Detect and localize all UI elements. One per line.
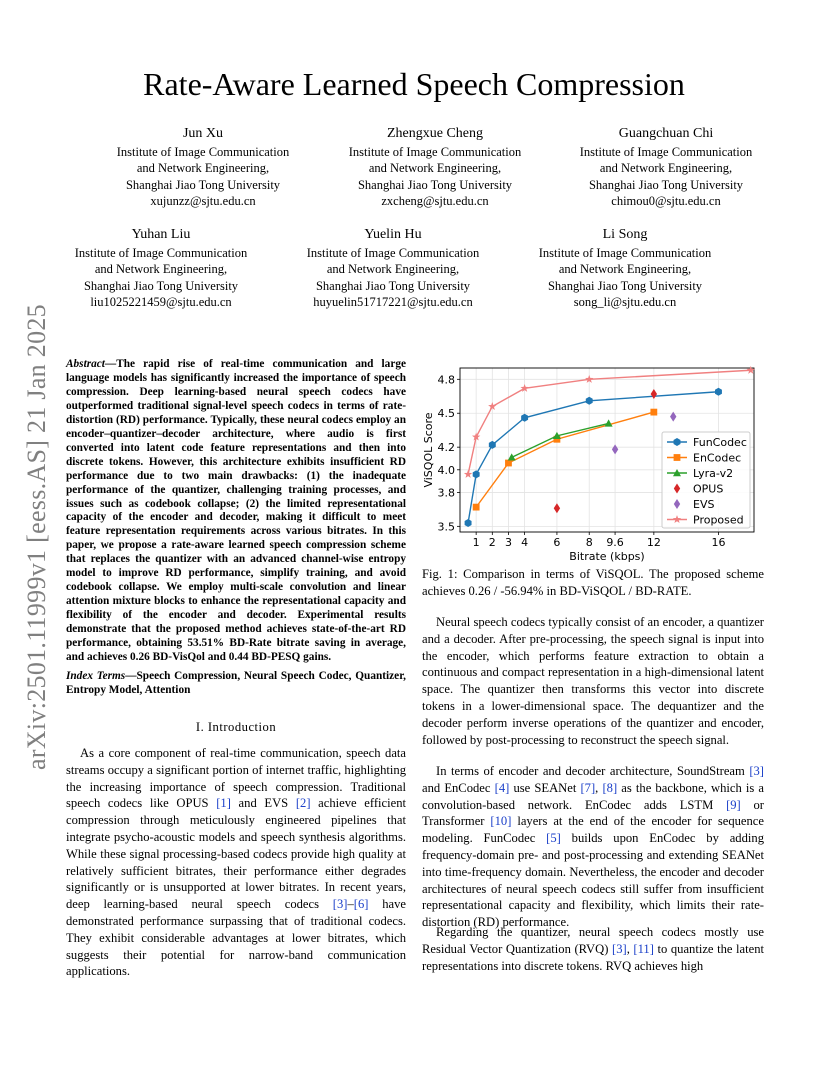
data-point xyxy=(465,519,472,527)
citation-link[interactable]: [4] xyxy=(494,780,510,795)
body-paragraph xyxy=(422,924,764,974)
text-run: In terms of encoder and decoder architecture, SoundStream xyxy=(436,764,750,778)
series-line xyxy=(476,412,654,507)
data-point xyxy=(473,504,480,511)
author-affiliation: and Network Engineering, xyxy=(136,161,270,175)
abstract-body: —The rapid rise of real-time communication and large language models has significantly increased the importance of speech compression. Deep learning-based neural speech codecs have outperformed traditional signal-level speech codecs in terms of rate-distortion (RD) performance. Typically, these neural codecs employ an encoder–quantizer–decoder architecture, where audio is first converted into latent code feature representations and then into discrete tokens. However, this architecture exhibits insufficient RD performance due to two main drawbacks: (1) the inadequate performance of the quantizer, challenging training processes, and issues such as codebook collapse; (2) the limited representational capacity of the encoder and decoder, making it difficult to meet feature representation requirements across various bitrates. In this paper, we propose a rate-aware learned speech compression scheme that replaces the quantizer with an advanced channel-wise entropy model to improve RD performance, simplify training, and avoid codebook collapse. We employ multi-scale convolution and linear attention mixture blocks to enhance the representational capacity and flexibility of the encoder and decoder. Experimental results demonstrate that the proposed method achieves state-of-the-art RD performance, obtaining 53.51% BD-Rate bitrate saving in average, and achieves 0.26 BD-VisQol and 0.44 BD-PESQ gains. xyxy=(66,358,406,664)
citation-link[interactable]: [10] xyxy=(490,814,512,829)
author-email: zxcheng@sjtu.edu.cn xyxy=(381,194,489,208)
author-email: huyuelin51717221@sjtu.edu.cn xyxy=(313,295,473,309)
data-point xyxy=(473,470,480,478)
author-affiliation: and Network Engineering, xyxy=(326,262,460,276)
author-affiliation: Institute of Image Communication xyxy=(348,144,522,159)
y-tick-label: 4.2 xyxy=(437,441,455,455)
y-tick-label: 4.8 xyxy=(437,373,455,387)
text-run: builds upon EnCodec by adding frequency-domain pre- and post-processing and extending SEANet into time-frequency domain. Nevertheless, the encoder and decoder architectures of neural speech codecs still suffer from insufficient representational capacity and flexibility, which limits their rate-distortion (RD) performance. xyxy=(422,831,764,930)
citation-link[interactable]: [6] xyxy=(353,897,369,912)
series-opus xyxy=(554,389,657,513)
author-affiliation: Shanghai Jiao Tong University xyxy=(125,177,281,192)
text-run: – xyxy=(347,897,354,912)
x-tick-label: 2 xyxy=(488,536,496,549)
text-run: and EVS xyxy=(230,796,296,811)
author-block xyxy=(273,227,513,311)
author-block xyxy=(505,227,745,311)
x-tick-label: 6 xyxy=(553,536,561,549)
legend-label: Lyra-v2 xyxy=(693,467,734,480)
author-block xyxy=(546,126,786,210)
x-tick-label: 1 xyxy=(472,536,480,549)
author-affiliation: Institute of Image Communication xyxy=(74,245,248,260)
author-affiliation: Shanghai Jiao Tong University xyxy=(588,177,744,192)
text-run: , xyxy=(626,941,634,956)
y-tick-label: 4.0 xyxy=(437,463,455,477)
series-encodec xyxy=(473,409,657,511)
citation-link[interactable]: [7] xyxy=(580,780,596,795)
author-name: Jun Xu xyxy=(182,126,224,141)
citation-link[interactable]: [3] xyxy=(332,897,348,912)
citation-link[interactable]: [8] xyxy=(602,780,618,795)
author-affiliation: and Network Engineering, xyxy=(558,262,692,276)
text-run: As a core component of real-time communication, speech data streams occupy a significant portion of internet traffic, highlighting the increasing importance of speech compression. Traditional speech codecs like OPUS xyxy=(66,746,406,811)
author-affiliation: Institute of Image Communication xyxy=(579,144,753,159)
x-tick-label: 8 xyxy=(585,536,593,549)
paper-title: Rate-Aware Learned Speech Compression xyxy=(143,66,685,102)
visqol-chart xyxy=(420,362,764,562)
author-email: xujunzz@sjtu.edu.cn xyxy=(150,194,256,208)
text-run: Regarding the quantizer, neural speech codecs mostly use Residual Vector Quantization (RVQ) xyxy=(422,925,764,956)
text-run: have demonstrated performance surpassing that of traditional codecs. They exhibit considerable advantages at lower bitrates, which suggests their potential for narrow-band communication applications. xyxy=(66,897,407,979)
y-tick-label: 3.8 xyxy=(437,486,455,500)
text-run: , xyxy=(595,780,603,795)
body-paragraph: Neural speech codecs typically consist of an encoder, a quantizer and a decoder. After pre-processing, the speech signal is input into the encoder, which performs feature extraction to obtain a continuous and compact representation in a high-dimensional latent space. The quantizer then transforms this vector into discrete tokens in a lower-dimensional space. The dequantizer and the decoder perform inverse operations of the quantizer and encoder, followed by post-processing to reconstruct the speech signal. xyxy=(422,615,764,747)
legend-label: FunCodec xyxy=(693,436,747,449)
author-affiliation: Institute of Image Communication xyxy=(306,245,480,260)
section-heading: I. Introduction xyxy=(195,720,277,734)
x-tick-label: 3 xyxy=(504,536,512,549)
author-name: Yuhan Liu xyxy=(131,227,191,242)
index-terms-body: —Speech Compression, Neural Speech Codec, Quantizer, Entropy Model, Attention xyxy=(66,670,406,696)
abstract-lead: Abstract xyxy=(66,358,105,370)
text-run: as the backbone, which is a convolution-based network. EnCodec adds LSTM xyxy=(422,780,765,812)
data-point xyxy=(554,503,560,513)
data-point xyxy=(605,419,613,426)
author-affiliation: Shanghai Jiao Tong University xyxy=(547,278,703,293)
author-affiliation: Shanghai Jiao Tong University xyxy=(83,278,239,293)
citation-link[interactable]: [5] xyxy=(546,831,561,846)
x-tick-label: 12 xyxy=(646,536,661,549)
author-name: Yuelin Hu xyxy=(364,227,422,242)
data-point xyxy=(651,389,657,399)
data-point xyxy=(508,453,516,460)
x-tick-label: 9.6 xyxy=(606,536,624,549)
legend-label: EVS xyxy=(693,498,715,511)
figure-caption: Fig. 1: Comparison in terms of ViSQOL. The proposed scheme achieves 0.26 / -56.94% in BD-ViSQOL / BD-RATE. xyxy=(422,567,764,598)
legend-label: OPUS xyxy=(693,482,724,496)
intro-paragraph xyxy=(66,745,406,980)
index-terms-lead: Index Terms xyxy=(66,670,126,682)
citation-link[interactable]: [1] xyxy=(216,796,231,811)
citation-link[interactable]: [2] xyxy=(295,796,311,811)
text-run: and EnCodec xyxy=(422,780,495,795)
text-run: or Transformer xyxy=(422,797,764,829)
text-run: layers at the end of the encoder for sequence modeling. FunCodec xyxy=(422,814,764,846)
y-tick-label: 3.5 xyxy=(437,520,455,534)
author-name: Guangchuan Chi xyxy=(618,126,714,141)
author-block xyxy=(41,227,281,311)
citation-link[interactable]: [3] xyxy=(612,941,627,956)
text-run: to quantize the latent representations into discrete tokens. RVQ achieves high xyxy=(422,941,765,973)
legend-label: Proposed xyxy=(693,513,744,527)
x-axis-label: Bitrate (kbps) xyxy=(569,550,645,562)
data-point xyxy=(586,397,593,405)
data-point xyxy=(505,460,512,467)
author-block xyxy=(83,126,323,210)
author-affiliation: Shanghai Jiao Tong University xyxy=(315,278,471,293)
author-email: song_li@sjtu.edu.cn xyxy=(573,295,677,309)
author-affiliation: and Network Engineering, xyxy=(599,161,733,175)
author-affiliation: Institute of Image Communication xyxy=(538,245,712,260)
author-email: chimou0@sjtu.edu.cn xyxy=(611,194,721,208)
data-point xyxy=(612,444,618,454)
y-tick-label: 4.5 xyxy=(437,407,455,421)
text-run: achieve efficient compression through meticulously engineered pipelines that integrate psycho-acoustic models and speech synthesis algorithms. While these signal processing-based codecs provide high quality at relatively sufficient bitrates, their performance either degrades significantly or is unsupported at lower bitrates. In recent years, deep learning-based neural speech codecs xyxy=(66,796,406,912)
citation-link[interactable]: [11] xyxy=(633,941,654,956)
abstract xyxy=(66,358,406,665)
author-name: Zhengxue Cheng xyxy=(386,126,484,141)
x-tick-label: 4 xyxy=(521,536,529,549)
data-point xyxy=(715,388,722,396)
body-paragraph xyxy=(422,763,764,931)
legend-label: EnCodec xyxy=(693,451,742,465)
author-name: Li Song xyxy=(602,227,648,242)
author-affiliation: and Network Engineering, xyxy=(94,262,228,276)
index-terms xyxy=(66,670,406,698)
author-affiliation: and Network Engineering, xyxy=(368,161,502,175)
author-affiliation: Shanghai Jiao Tong University xyxy=(357,177,513,192)
author-block xyxy=(315,126,555,210)
arxiv-stamp: arXiv:2501.11999v1 [eess.AS] 21 Jan 2025 xyxy=(22,304,51,770)
author-email: liu1025221459@sjtu.edu.cn xyxy=(90,295,232,309)
text-run: use SEANet xyxy=(509,780,581,795)
author-affiliation: Institute of Image Communication xyxy=(116,144,290,159)
x-tick-label: 16 xyxy=(711,536,726,549)
y-axis-label: ViSQOL Score xyxy=(422,412,435,488)
data-point xyxy=(464,470,472,478)
data-point xyxy=(650,409,657,416)
citation-link[interactable]: [9] xyxy=(726,797,741,812)
data-point xyxy=(674,454,681,461)
citation-link[interactable]: [3] xyxy=(749,764,764,778)
legend xyxy=(662,432,750,528)
